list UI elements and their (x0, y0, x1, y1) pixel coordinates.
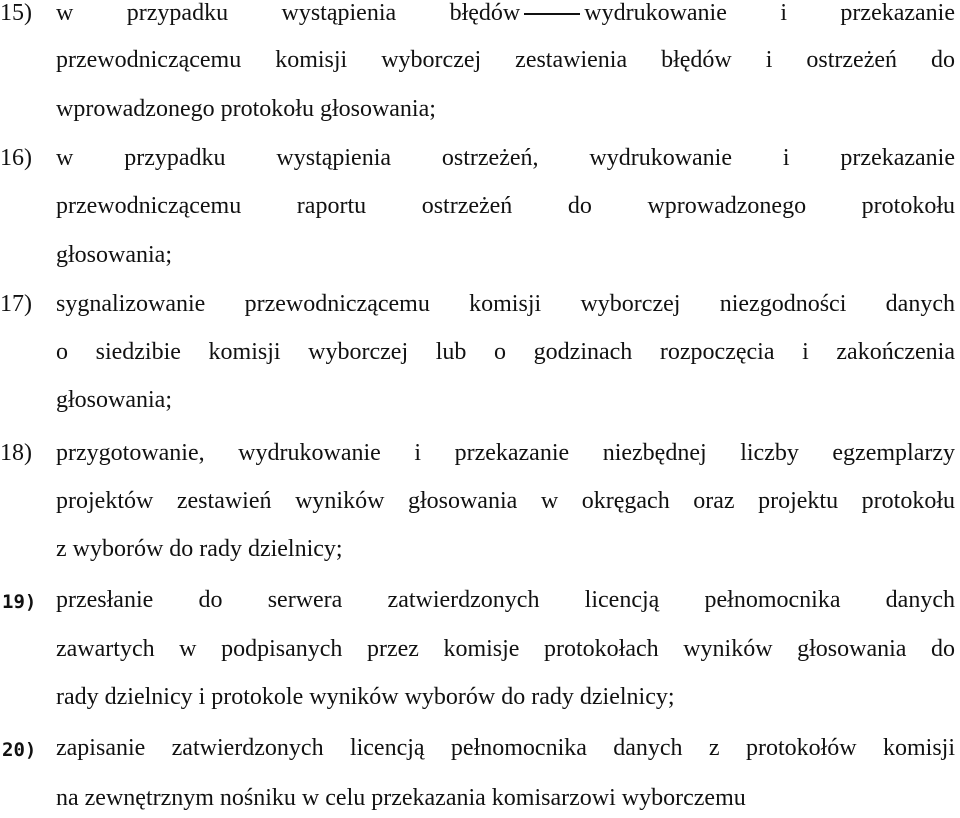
item-number: 19) (2, 591, 37, 613)
item-line: o siedzibie komisji wyborczej lub o godzinach rozpoczęcia i zakończenia (56, 339, 955, 365)
item-line: przesłanie do serwera zatwierdzonych licencją pełnomocnika danych (56, 587, 955, 613)
item-number: 16) (0, 145, 32, 171)
item-number: 18) (0, 440, 32, 466)
item-line: projektów zestawień wyników głosowania w okręgach oraz projektu protokołu (56, 488, 955, 514)
item-line (56, 0, 955, 33)
item-line: zawartych w podpisanych przez komisje protokołach wyników głosowania do (56, 636, 955, 662)
item-line: przygotowanie, wydrukowanie i przekazanie niezbędnej liczby egzemplarzy (56, 440, 955, 466)
item-number: 17) (0, 291, 32, 317)
item-line: wprowadzonego protokołu głosowania; (56, 96, 436, 122)
item-number: 15) (0, 0, 32, 26)
item-line: zapisanie zatwierdzonych licencją pełnomocnika danych z protokołów komisji (56, 735, 955, 761)
item-line-text: w przypadku wystąpienia błędów (56, 0, 521, 26)
item-line: z wyborów do rady dzielnicy; (56, 536, 343, 562)
item-line-text: wydrukowanie i przekazanie (584, 0, 956, 26)
item-line: przewodniczącemu raportu ostrzeżeń do wprowadzonego protokołu (56, 193, 955, 219)
item-line: głosowania; (56, 242, 172, 268)
item-line: przewodniczącemu komisji wyborczej zestawienia błędów i ostrzeżeń do (56, 47, 955, 73)
item-line: na zewnętrznym nośniku w celu przekazania komisarzowi wyborczemu (56, 785, 746, 811)
item-line: rady dzielnicy i protokole wyników wyborów do rady dzielnicy; (56, 684, 675, 710)
item-line: sygnalizowanie przewodniczącemu komisji wyborczej niezgodności danych (56, 291, 955, 317)
em-dash (524, 13, 580, 15)
item-line: głosowania; (56, 387, 172, 413)
item-number: 20) (2, 739, 37, 761)
item-line: w przypadku wystąpienia ostrzeżeń, wydrukowanie i przekazanie (56, 145, 955, 171)
